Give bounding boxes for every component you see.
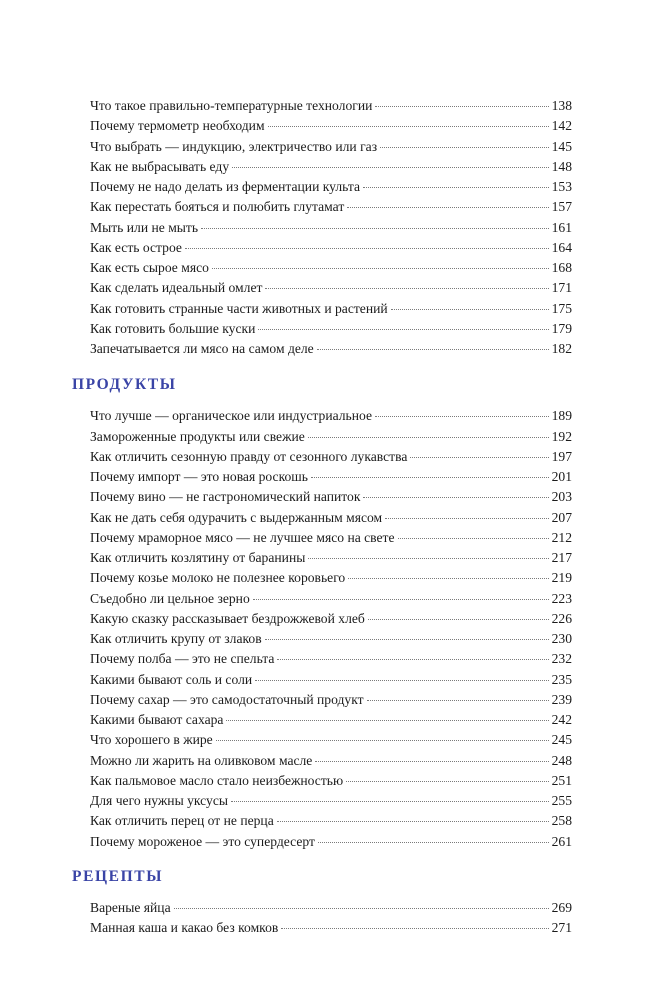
toc-entry-page: 157 xyxy=(551,199,572,215)
toc-entry[interactable] xyxy=(90,568,572,588)
toc-entry[interactable] xyxy=(90,447,572,467)
toc-entry[interactable] xyxy=(90,670,572,690)
toc-entry-title: Можно ли жарить на оливковом масле xyxy=(90,752,313,768)
toc-entry-title: Как отличить сезонную правду от сезонного лукавства xyxy=(90,448,408,464)
toc-entry[interactable] xyxy=(90,771,572,791)
toc-entry[interactable] xyxy=(90,918,572,938)
dot-leader xyxy=(375,416,549,417)
toc-entry[interactable] xyxy=(90,157,572,177)
toc-entry-title: Почему мороженое — это супердесерт xyxy=(90,833,315,849)
toc-entry-title: Какими бывают соль и соли xyxy=(90,671,253,687)
toc-entry-title: Почему козье молоко не полезнее коровьего xyxy=(90,570,346,586)
toc-entry[interactable] xyxy=(90,548,572,568)
toc-section-products xyxy=(72,372,572,852)
toc-entry[interactable] xyxy=(90,751,572,771)
dot-leader xyxy=(375,106,548,107)
toc-entry[interactable] xyxy=(90,96,572,116)
toc-entry[interactable] xyxy=(90,791,572,811)
toc-entry-page: 239 xyxy=(551,691,572,707)
table-of-contents xyxy=(72,96,572,938)
toc-section-continued xyxy=(90,96,572,359)
toc-entry-page: 269 xyxy=(551,899,572,915)
toc-entry-title: Как сделать идеальный омлет xyxy=(90,280,263,296)
toc-entry[interactable] xyxy=(90,299,572,319)
toc-entry-page: 226 xyxy=(551,610,572,626)
toc-entry[interactable] xyxy=(90,258,572,278)
dot-leader xyxy=(258,329,548,330)
toc-entry-title: Как отличить крупу от злаков xyxy=(90,631,262,646)
toc-entry-title: Почему сахар — это самодостаточный продукт xyxy=(90,691,364,707)
toc-entry[interactable] xyxy=(90,629,572,649)
toc-entry-title: Как перестать бояться и полюбить глутамат xyxy=(90,199,345,215)
dot-leader xyxy=(318,842,549,843)
toc-entry-title: Что хорошего в жире xyxy=(90,732,213,748)
toc-entry[interactable] xyxy=(90,730,572,750)
toc-entry-page: 223 xyxy=(551,590,572,606)
toc-section-recipes xyxy=(72,864,572,939)
section-heading: ПРОДУКТЫ xyxy=(72,376,177,394)
dot-leader xyxy=(368,619,549,620)
toc-entry-title: Как готовить большие куски xyxy=(90,320,256,336)
toc-entry-page: 182 xyxy=(551,341,572,356)
toc-entry-page: 219 xyxy=(551,570,572,586)
dot-leader xyxy=(281,928,548,929)
toc-entry[interactable] xyxy=(90,218,572,238)
toc-entry-page: 230 xyxy=(551,631,572,646)
toc-entry-page: 175 xyxy=(551,300,572,316)
toc-entry-title: Какими бывают сахара xyxy=(90,712,224,727)
dot-leader xyxy=(398,538,549,539)
dot-leader xyxy=(265,639,549,640)
dot-leader xyxy=(265,288,548,289)
toc-entry[interactable] xyxy=(90,177,572,197)
toc-entry-page: 197 xyxy=(551,448,572,464)
toc-entry[interactable] xyxy=(90,690,572,710)
toc-entry-page: 235 xyxy=(551,671,572,687)
toc-entry-title: Съедобно ли цельное зерно xyxy=(90,590,250,606)
dot-leader xyxy=(308,558,548,559)
toc-entry-title: Какую сказку рассказывает бездрожжевой хлеб xyxy=(90,610,365,626)
dot-leader xyxy=(380,147,549,148)
toc-entry[interactable] xyxy=(90,319,572,339)
toc-entry-page: 168 xyxy=(551,260,572,275)
toc-entry-page: 189 xyxy=(551,408,572,424)
dot-leader xyxy=(410,457,548,458)
dot-leader xyxy=(308,437,549,438)
toc-entry-title: Мыть или не мыть xyxy=(90,219,199,235)
toc-entry[interactable] xyxy=(90,898,572,918)
toc-entry[interactable] xyxy=(90,832,572,852)
toc-entry-page: 258 xyxy=(551,813,572,829)
toc-entry-page: 142 xyxy=(551,118,572,134)
toc-entry-title: Как не выбрасывать еду xyxy=(90,158,230,174)
toc-entry-page: 207 xyxy=(551,509,572,525)
toc-entry-page: 201 xyxy=(551,469,572,484)
toc-entry-page: 242 xyxy=(551,712,572,727)
dot-leader xyxy=(311,477,549,478)
toc-entry-title: Почему вино — не гастрономический напиток xyxy=(90,489,361,505)
toc-entry-page: 255 xyxy=(551,793,572,808)
toc-entry-title: Как пальмовое масло стало неизбежностью xyxy=(90,772,344,788)
toc-entry[interactable] xyxy=(90,137,572,157)
toc-entry-page: 138 xyxy=(551,98,572,113)
dot-leader xyxy=(185,248,549,249)
toc-entry[interactable] xyxy=(90,116,572,136)
toc-entry-title: Как отличить перец от не перца xyxy=(90,813,274,829)
toc-entry-page: 232 xyxy=(551,651,572,667)
toc-entry[interactable] xyxy=(90,487,572,507)
toc-entry-title: Как есть сырое мясо xyxy=(90,260,209,275)
dot-leader xyxy=(317,349,549,350)
dot-leader xyxy=(277,659,548,660)
toc-entry-page: 171 xyxy=(551,280,572,296)
toc-entry-title: Почему полба — это не спельта xyxy=(90,651,275,667)
toc-entry[interactable] xyxy=(90,710,572,730)
toc-entry[interactable] xyxy=(90,609,572,629)
dot-leader xyxy=(348,578,548,579)
toc-entry-page: 212 xyxy=(551,529,572,545)
dot-leader xyxy=(216,740,549,741)
toc-entry-title: Вареные яйца xyxy=(90,899,171,915)
dot-leader xyxy=(391,309,549,310)
toc-entry-page: 245 xyxy=(551,732,572,748)
toc-entry-page: 164 xyxy=(551,239,572,255)
toc-entry[interactable] xyxy=(90,811,572,831)
toc-entry[interactable] xyxy=(90,278,572,298)
toc-entry-page: 145 xyxy=(551,138,572,154)
dot-leader xyxy=(347,207,548,208)
dot-leader xyxy=(363,187,549,188)
toc-entry-title: Замороженные продукты или свежие xyxy=(90,428,305,444)
toc-entry-page: 179 xyxy=(551,320,572,336)
toc-entry-title: Для чего нужны уксусы xyxy=(90,793,228,808)
toc-entry-title: Как отличить козлятину от баранины xyxy=(90,550,306,565)
dot-leader xyxy=(315,761,548,762)
dot-leader xyxy=(232,167,548,168)
toc-entry[interactable] xyxy=(90,467,572,487)
toc-entry[interactable] xyxy=(90,589,572,609)
dot-leader xyxy=(268,126,549,127)
toc-entry-title: Почему мраморное мясо — не лучшее мясо на свете xyxy=(90,529,395,545)
toc-entry-page: 248 xyxy=(551,752,572,768)
toc-entry-page: 203 xyxy=(551,489,572,505)
toc-entry-page: 261 xyxy=(551,833,572,849)
toc-entry-title: Как готовить странные части животных и растений xyxy=(90,300,388,316)
section-heading: РЕЦЕПТЫ xyxy=(72,867,164,885)
dot-leader xyxy=(174,908,549,909)
toc-entry-title: Что выбрать — индукцию, электричество или газ xyxy=(90,138,378,154)
toc-entry-page: 251 xyxy=(551,772,572,788)
dot-leader xyxy=(255,680,548,681)
dot-leader xyxy=(253,599,549,600)
toc-entry-title: Почему импорт — это новая роскошь xyxy=(90,469,308,484)
toc-entry-title: Почему не надо делать из ферментации культа xyxy=(90,179,360,194)
toc-entry[interactable] xyxy=(90,427,572,447)
toc-entry-page: 153 xyxy=(551,179,572,194)
dot-leader xyxy=(346,781,548,782)
toc-entry[interactable] xyxy=(90,528,572,548)
toc-entry-title: Почему термометр необходим xyxy=(90,118,265,134)
dot-leader xyxy=(367,700,549,701)
toc-entry-title: Манная каша и какао без комков xyxy=(90,920,279,935)
toc-entry[interactable] xyxy=(90,238,572,258)
dot-leader xyxy=(226,720,548,721)
toc-entry[interactable] xyxy=(90,197,572,217)
toc-entry-title: Что такое правильно-температурные технологии xyxy=(90,98,373,113)
toc-entry-page: 148 xyxy=(551,158,572,174)
toc-entry[interactable] xyxy=(90,649,572,669)
dot-leader xyxy=(201,228,549,229)
dot-leader xyxy=(231,801,549,802)
toc-entry-title: Запечатывается ли мясо на самом деле xyxy=(90,341,314,356)
toc-entry[interactable] xyxy=(90,508,572,528)
toc-entry[interactable] xyxy=(90,339,572,359)
dot-leader xyxy=(363,497,548,498)
dot-leader xyxy=(385,518,548,519)
dot-leader xyxy=(212,268,549,269)
toc-entry-page: 192 xyxy=(551,428,572,444)
toc-entry-title: Что лучше — органическое или индустриальное xyxy=(90,408,373,424)
toc-entry-page: 217 xyxy=(551,550,572,565)
toc-entry-title: Как не дать себя одурачить с выдержанным мясом xyxy=(90,509,383,525)
toc-entry-page: 271 xyxy=(551,920,572,935)
toc-entry-title: Как есть острое xyxy=(90,239,182,255)
dot-leader xyxy=(277,821,549,822)
toc-entry[interactable] xyxy=(90,406,572,426)
toc-entry-page: 161 xyxy=(551,219,572,235)
